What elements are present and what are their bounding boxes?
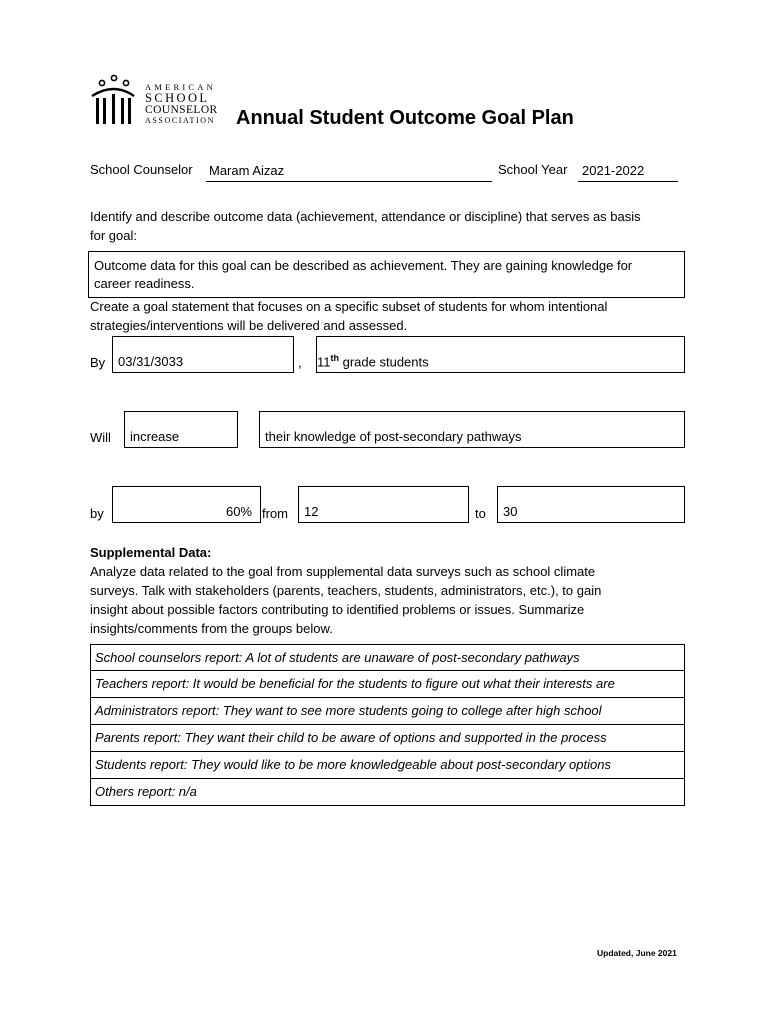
by2-label: by — [90, 506, 104, 521]
students-rest: grade students — [339, 354, 429, 369]
school-year-value: 2021-2022 — [582, 163, 645, 178]
verb-value: increase — [130, 429, 180, 444]
outcome-answer-line2: career readiness. — [94, 276, 195, 291]
students-field[interactable] — [316, 336, 685, 373]
others-report-row[interactable] — [90, 779, 685, 806]
logo-line-association: ASSOCIATION — [145, 116, 216, 125]
supplemental-para-line1: Analyze data related to the goal from supplemental data surveys such as school climate — [90, 564, 596, 579]
asca-logo-icon — [90, 74, 136, 128]
object-field[interactable] — [259, 411, 685, 448]
from-value: 12 — [304, 504, 319, 519]
from-label: from — [262, 506, 288, 521]
percent-field[interactable] — [112, 486, 261, 523]
percent-value: 60% — [225, 504, 252, 519]
verb-field[interactable] — [124, 411, 238, 448]
page-title: Annual Student Outcome Goal Plan — [236, 107, 574, 129]
from-field[interactable] — [298, 486, 469, 523]
to-label: to — [475, 506, 486, 521]
students-value — [317, 349, 429, 371]
students-grade-suffix: th — [330, 352, 339, 363]
object-value: their knowledge of post-secondary pathways — [265, 429, 522, 444]
to-field[interactable] — [497, 486, 685, 523]
students-grade: 11 — [317, 354, 331, 369]
outcome-prompt-line1: Identify and describe outcome data (achievement, attendance or discipline) that serves as basis — [90, 209, 641, 224]
teachers-report-row[interactable] — [90, 671, 685, 698]
logo-line-american: AMERICAN — [145, 82, 216, 92]
outcome-prompt-line2: for goal: — [90, 228, 137, 243]
teachers-report-text: Teachers report: It would be beneficial for the students to figure out what their interests are — [95, 676, 615, 691]
school-counselor-value: Maram Aizaz — [209, 163, 285, 178]
school-year-label: School Year — [498, 162, 568, 177]
school-counselor-field[interactable] — [206, 161, 492, 182]
will-label: Will — [90, 430, 111, 445]
logo-line-school: SCHOOL — [145, 91, 210, 105]
supplemental-heading: Supplemental Data: — [90, 545, 212, 560]
supplemental-para-line4: insights/comments from the groups below. — [90, 621, 333, 636]
goal-prompt-line1: Create a goal statement that focuses on a specific subset of students for whom intentional — [90, 299, 608, 314]
school-counselors-report-text: School counselors report: A lot of students are unaware of post-secondary pathways — [95, 650, 580, 665]
school-counselors-report-row[interactable] — [90, 644, 685, 671]
supplemental-para-line2: surveys. Talk with stakeholders (parents, teachers, students, administrators, etc.), to gain — [90, 583, 602, 598]
outcome-answer-box[interactable] — [88, 251, 685, 298]
students-report-row[interactable] — [90, 752, 685, 779]
school-counselor-label: School Counselor — [90, 162, 193, 177]
by-label: By — [90, 355, 106, 370]
asca-logo — [90, 74, 230, 128]
logo-line-counselor: COUNSELOR — [145, 104, 218, 116]
supplemental-para-line3: insight about possible factors contributing to identified problems or issues. Summarize — [90, 602, 585, 617]
administrators-report-text: Administrators report: They want to see more students going to college after high school — [95, 703, 602, 718]
date-field[interactable] — [112, 336, 294, 373]
comma-separator: , — [298, 355, 302, 370]
school-year-field[interactable] — [578, 161, 678, 182]
date-value: 03/31/3033 — [118, 354, 184, 369]
to-value: 30 — [503, 504, 518, 519]
parents-report-row[interactable] — [90, 725, 685, 752]
goal-prompt-line2: strategies/interventions will be delivered and assessed. — [90, 318, 408, 333]
updated-note: Updated, June 2021 — [597, 948, 677, 958]
parents-report-text: Parents report: They want their child to be aware of options and supported in the process — [95, 730, 607, 745]
students-report-text: Students report: They would like to be more knowledgeable about post-secondary options — [95, 757, 611, 772]
administrators-report-row[interactable] — [90, 698, 685, 725]
outcome-answer-line1: Outcome data for this goal can be described as achievement. They are gaining knowledge for — [94, 258, 633, 273]
others-report-text: Others report: n/a — [95, 784, 197, 799]
